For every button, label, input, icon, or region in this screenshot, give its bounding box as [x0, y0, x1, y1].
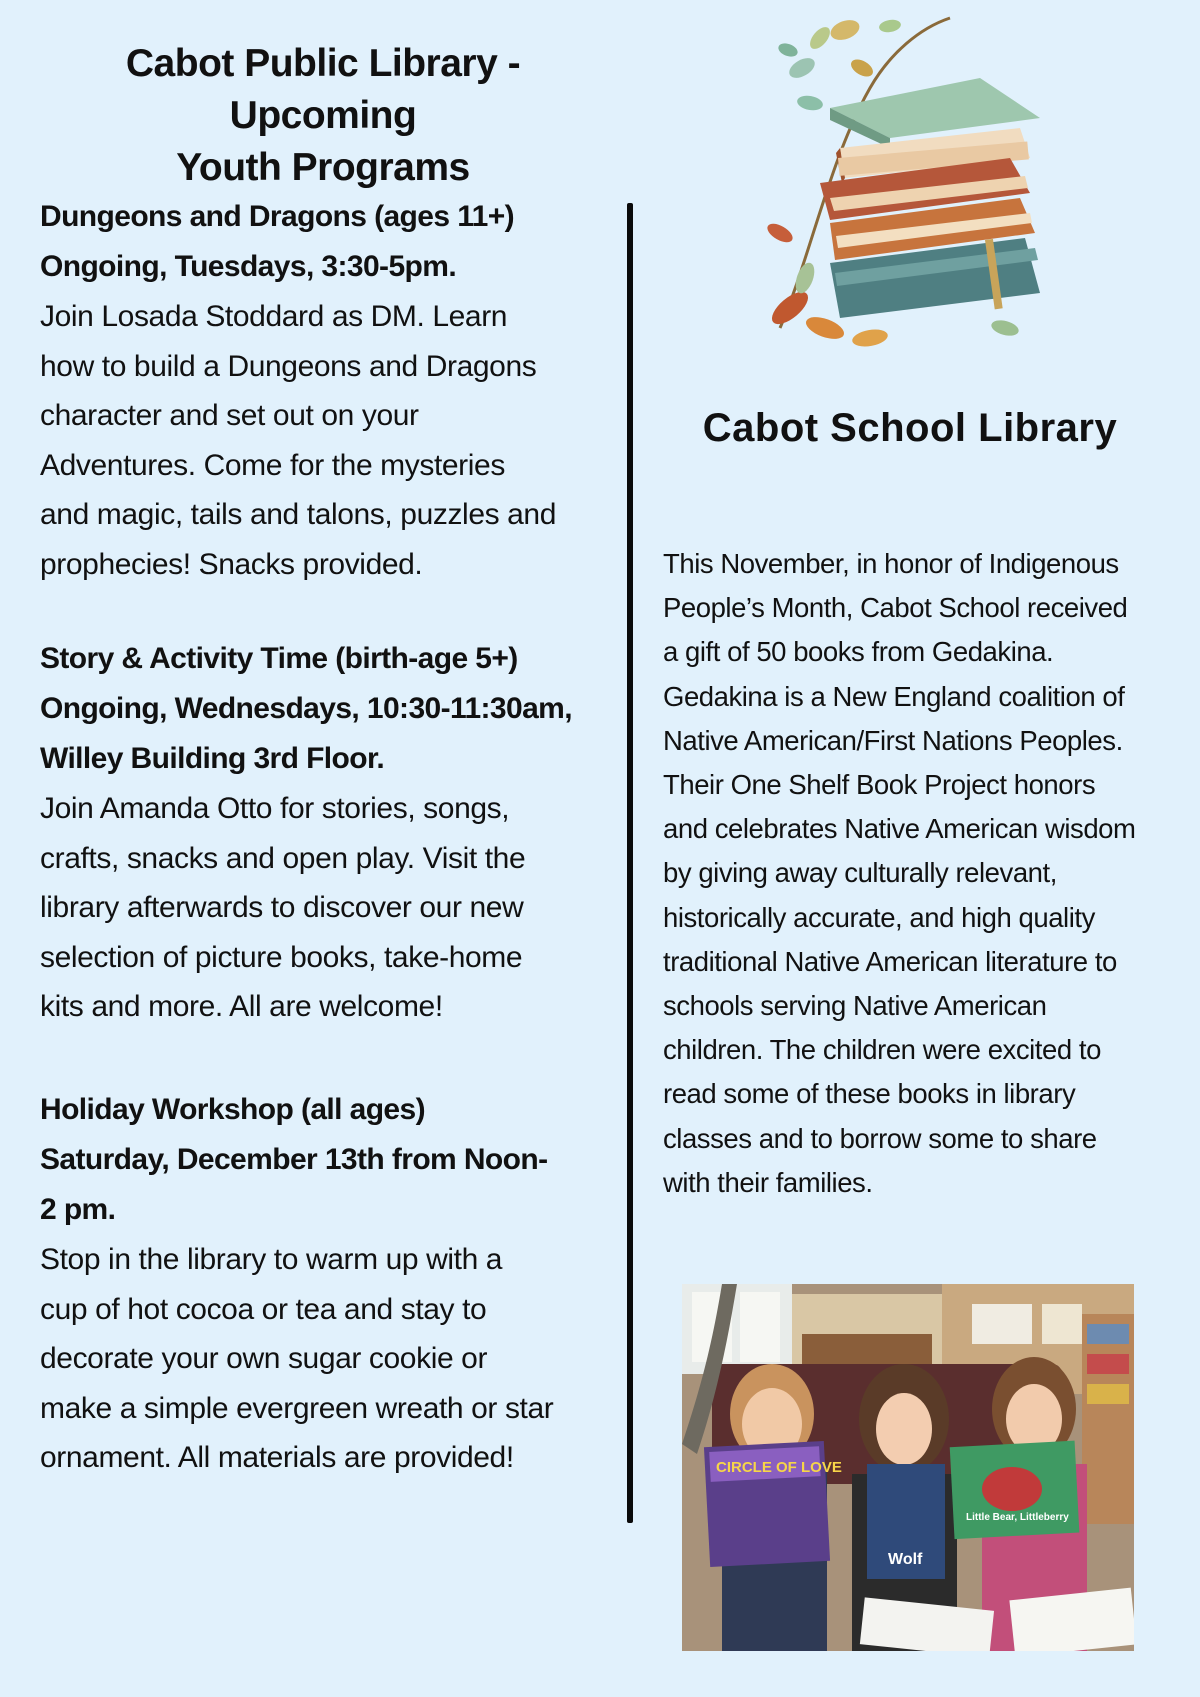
page-title [28, 38, 618, 194]
program-line: prophecies! Snacks provided. [40, 547, 423, 581]
program-line: Join Losada Stoddard as DM. Learn [40, 300, 508, 333]
article-line: People’s Month, Cabot School received [663, 592, 1128, 624]
book-cover-title: Little Bear, Littleberry [966, 1512, 1069, 1523]
photo-illustration [682, 1284, 1134, 1651]
program-line: library afterwards to discover our new [40, 891, 524, 924]
program-heading-line: Dungeons and Dragons (ages 11+) [40, 200, 515, 233]
program-description [40, 1235, 610, 1483]
program-line: Adventures. Come for the mysteries [40, 448, 505, 482]
program-heading-line: Story & Activity Time (birth-age 5+) [40, 642, 518, 675]
school-library-article [663, 542, 1183, 1205]
program-dungeons-and-dragons [40, 192, 610, 589]
title-line: Youth Programs [176, 146, 470, 189]
book-cover-title: CIRCLE OF LOVE [716, 1459, 842, 1476]
program-line: how to build a Dungeons and Dragons [40, 349, 537, 383]
school-library-title: Cabot School Library [702, 406, 1118, 450]
program-heading [40, 1085, 610, 1235]
program-heading-line: Willey Building 3rd Floor. [40, 742, 385, 775]
program-heading-line: Saturday, December 13th from Noon- [40, 1143, 548, 1176]
article-line: Native American/First Nations Peoples. [663, 724, 1123, 756]
article-line: Gedakina is a New England coalition of [663, 680, 1125, 712]
program-heading [40, 634, 610, 784]
program-line: crafts, snacks and open play. Visit the [40, 841, 526, 875]
article-line: by giving away culturally relevant, [663, 857, 1057, 889]
program-line: make a simple evergreen wreath or star [40, 1391, 554, 1425]
program-line: character and set out on your [40, 399, 419, 432]
title-line: Cabot Public Library - Upcoming [125, 42, 521, 137]
article-line: Their One Shelf Book Project honors [663, 769, 1096, 801]
program-line: cup of hot cocoa or tea and stay to [40, 1292, 487, 1326]
article-line: traditional Native American literature to [663, 945, 1117, 977]
program-description [40, 292, 610, 589]
article-line: read some of these books in library [663, 1078, 1076, 1110]
program-line: and magic, tails and talons, puzzles and [40, 498, 556, 531]
program-line: selection of picture books, take-home [40, 940, 523, 974]
book-cover-title: Wolf [888, 1551, 923, 1568]
program-heading-line: Ongoing, Tuesdays, 3:30-5pm. [40, 250, 457, 283]
program-holiday-workshop [40, 1085, 610, 1483]
article-line: a gift of 50 books from Gedakina. [663, 636, 1054, 668]
program-line: Stop in the library to warm up with a [40, 1243, 503, 1276]
program-heading-line: Ongoing, Wednesdays, 10:30-11:30am, [40, 692, 572, 725]
article-line: and celebrates Native American wisdom [663, 813, 1136, 845]
article-line: with their families. [663, 1166, 873, 1198]
program-line: ornament. All materials are provided! [40, 1441, 514, 1474]
children-with-books-photo [682, 1284, 1134, 1651]
program-line: kits and more. All are welcome! [40, 990, 443, 1023]
program-line: Join Amanda Otto for stories, songs, [40, 792, 510, 825]
article-line: classes and to borrow some to share [663, 1122, 1097, 1154]
program-line: decorate your own sugar cookie or [40, 1342, 488, 1375]
program-story-activity-time [40, 634, 610, 1032]
article-line: children. The children were excited to [663, 1034, 1101, 1066]
column-divider [627, 203, 633, 1523]
program-heading-line: Holiday Workshop (all ages) [40, 1093, 425, 1126]
program-heading-line: 2 pm. [40, 1193, 116, 1226]
program-description [40, 784, 610, 1032]
article-line: This November, in honor of Indigenous [663, 548, 1119, 579]
program-heading [40, 192, 610, 292]
article-line: schools serving Native American [663, 990, 1047, 1022]
article-line: historically accurate, and high quality [663, 901, 1095, 933]
book-stack-illustration [750, 8, 1070, 360]
